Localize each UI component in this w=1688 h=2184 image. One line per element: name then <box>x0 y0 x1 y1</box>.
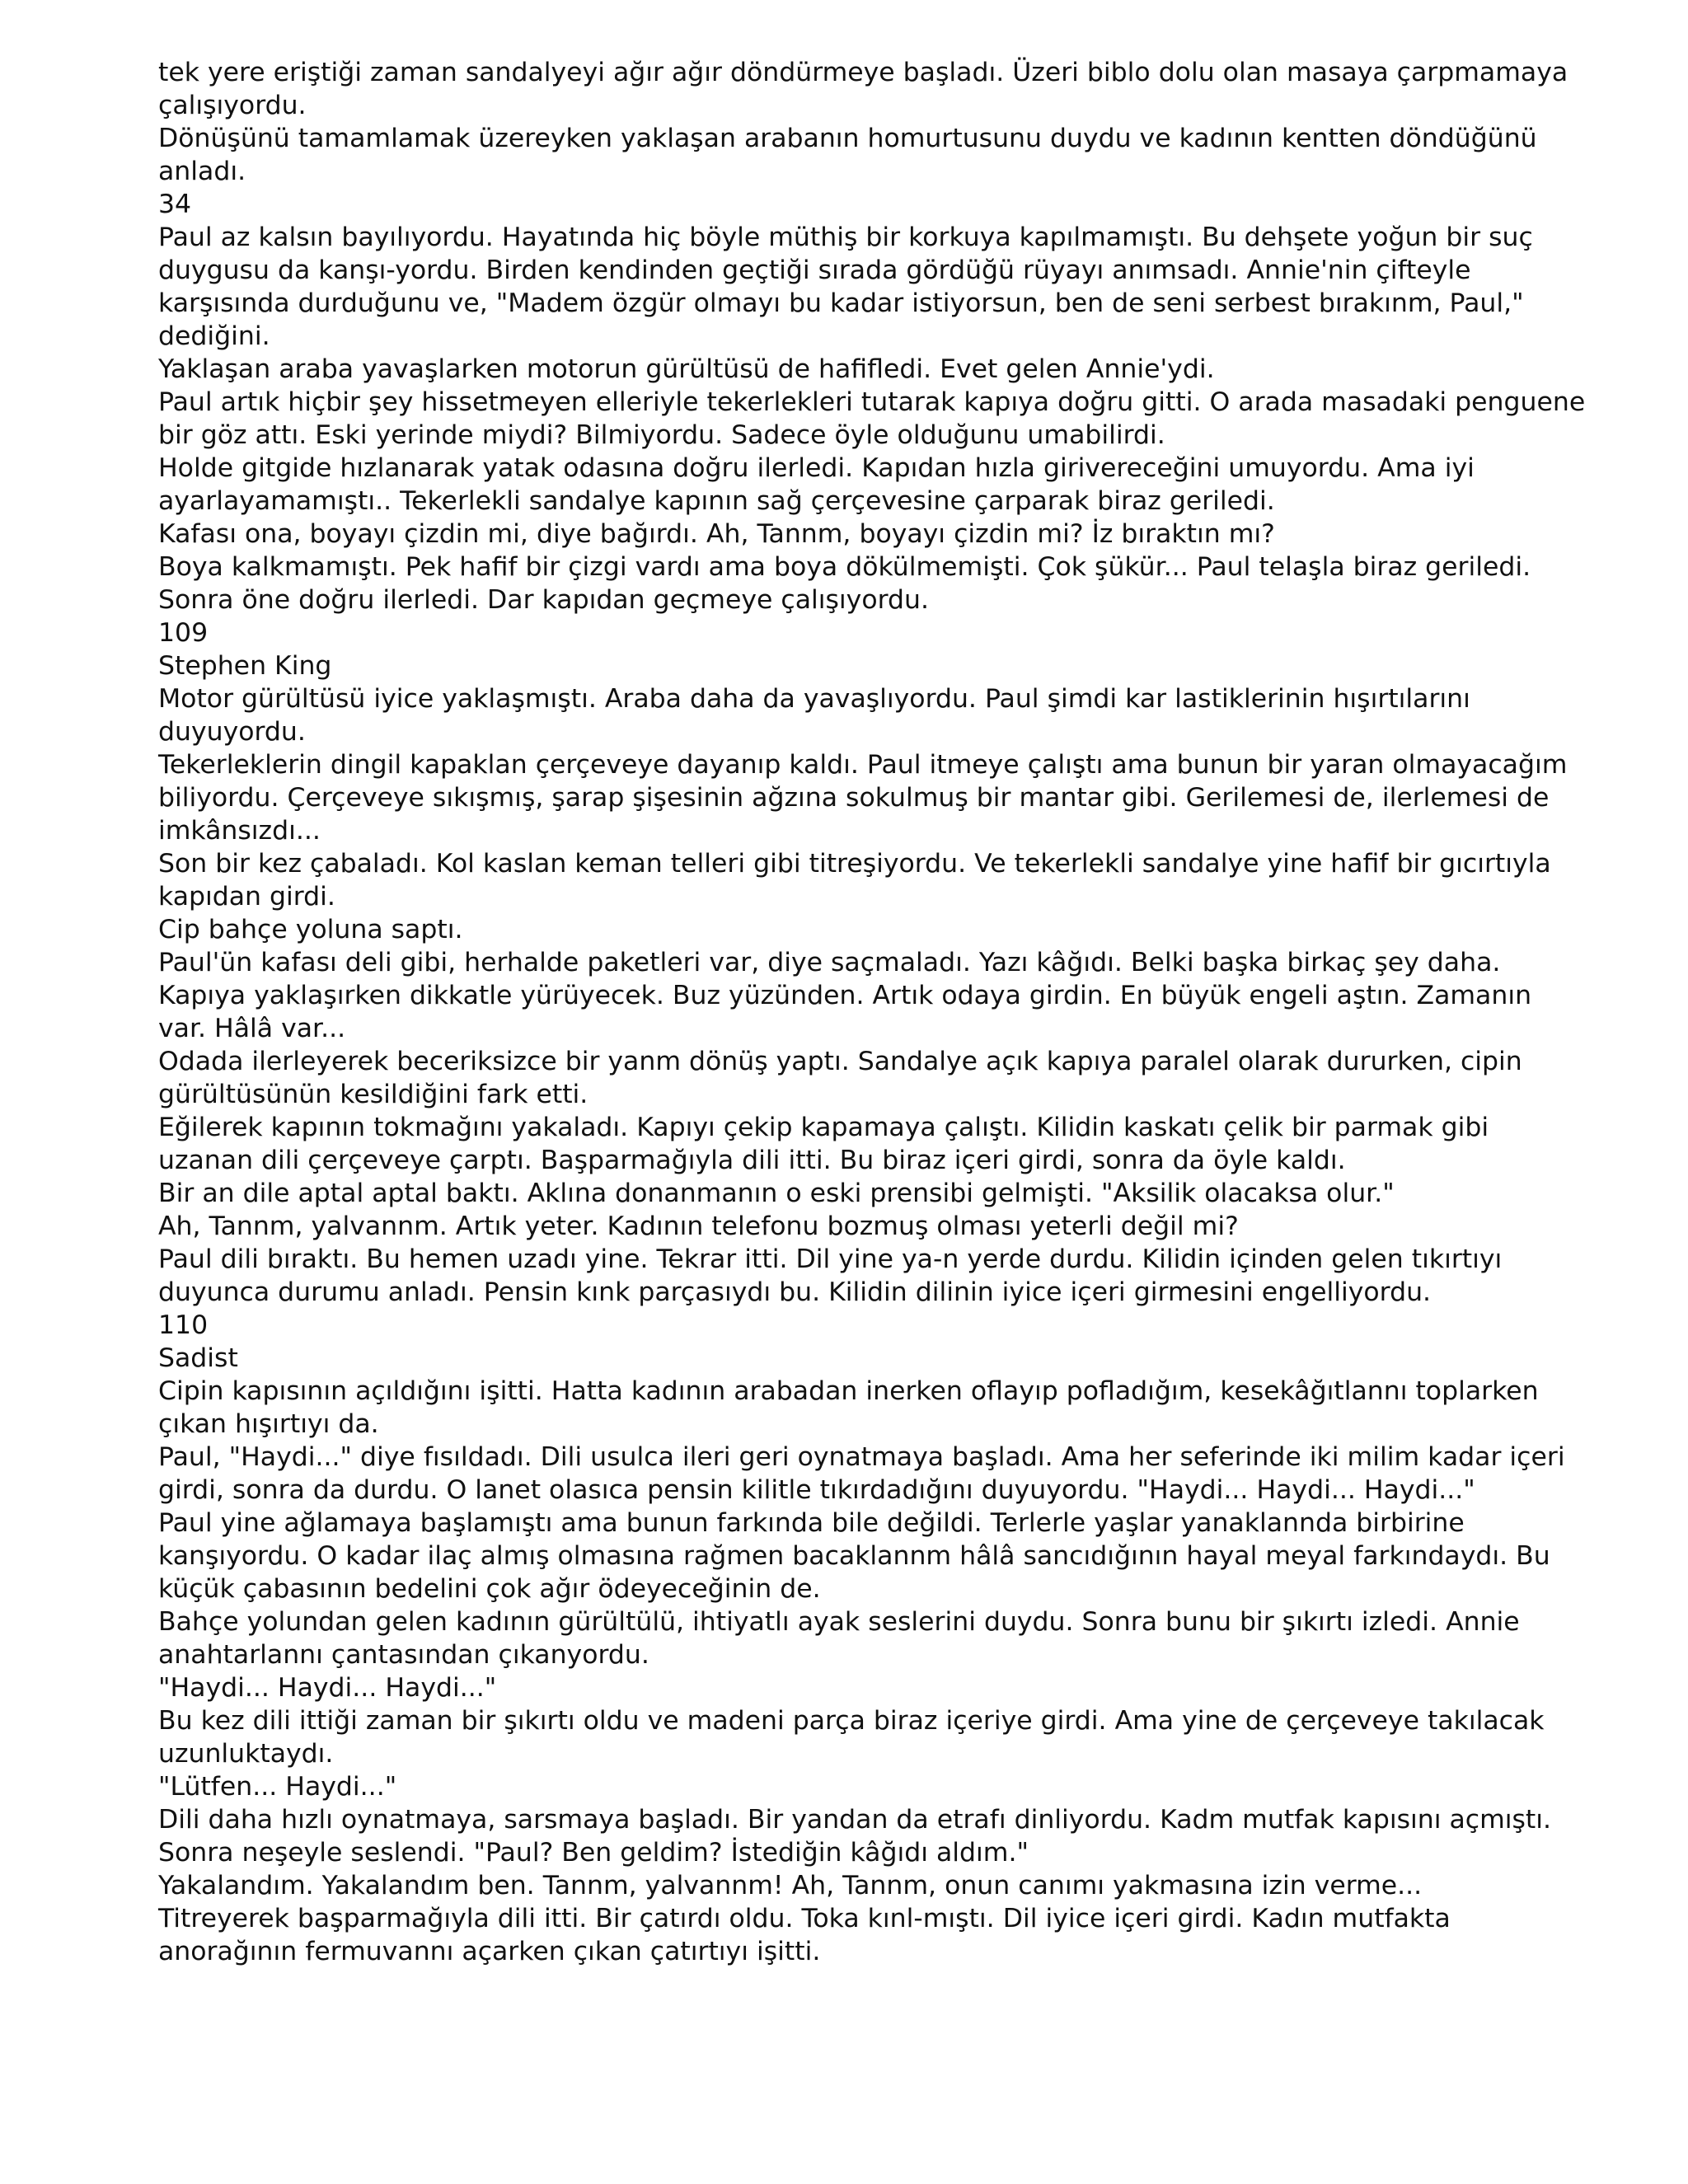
text-line: Holde gitgide hızlanarak yatak odasına doğru ilerledi. Kapıdan hızla girivereceğini umuyordu. Ama iyi <box>158 453 1475 483</box>
text-line: Paul dili bıraktı. Bu hemen uzadı yine. Tekrar itti. Dil yine ya-n yerde durdu. Kilidin içinden gelen tıkırtıyı <box>158 1244 1503 1274</box>
text-line: Paul'ün kafası deli gibi, herhalde paketleri var, diye saçmaladı. Yazı kâğıdı. Belki başka birkaç şey daha. <box>158 948 1501 977</box>
text-line: ayarlayamamıştı.. Tekerlekli sandalye kapının sağ çerçevesine çarparak biraz geriledi. <box>158 486 1275 516</box>
text-line: imkânsızdı... <box>158 816 321 846</box>
text-line: Odada ilerleyerek beceriksizce bir yanm dönüş yaptı. Sandalye açık kapıya paralel olarak dururken, cipin <box>158 1047 1522 1076</box>
text-line: Bu kez dili ittiği zaman bir şıkırtı oldu ve madeni parça biraz içeriye girdi. Ama yine de çerçeveye takılacak <box>158 1706 1545 1736</box>
text-line: bir göz attı. Eski yerinde miydi? Bilmiyordu. Sadece öyle olduğunu umabilirdi. <box>158 420 1165 450</box>
text-line: Paul yine ağlamaya başlamıştı ama bunun farkında bile değildi. Terlerle yaşlar yanaklannda birbirine <box>158 1508 1465 1538</box>
text-line: anahtarlannı çantasından çıkanyordu. <box>158 1640 649 1670</box>
text-line: uzunluktaydı. <box>158 1739 334 1769</box>
text-line: uzanan dili çerçeveye çarptı. Başparmağıyla dili itti. Bu biraz içeri girdi, sonra da öyle kaldı. <box>158 1146 1346 1175</box>
text-line: girdi, sonra da durdu. O lanet olasıca pensin kilitle tıkırdadığını duyuyordu. "Haydi... Haydi... Haydi..." <box>158 1475 1475 1505</box>
text-line: Bir an dile aptal aptal baktı. Aklına donanmanın o eski prensibi gelmişti. "Aksilik olacaksa olur." <box>158 1179 1395 1208</box>
text-line: 34 <box>158 190 192 219</box>
text-line: Stephen King <box>158 651 332 681</box>
text-line: Son bir kez çabaladı. Kol kaslan keman telleri gibi titreşiyordu. Ve tekerlekli sandalye yine hafif bir gıcırtıyla <box>158 849 1551 879</box>
text-line: Ah, Tannm, yalvannm. Artık yeter. Kadının telefonu bozmuş olması yeterli değil mi? <box>158 1212 1239 1241</box>
text-line: Paul, "Haydi..." diye fısıldadı. Dili usulca ileri geri oynatmaya başladı. Ama her seferinde iki milim kadar içeri <box>158 1442 1565 1472</box>
text-line: Yakalandım. Yakalandım ben. Tannm, yalvannm! Ah, Tannm, onun canımı yakmasına izin verme... <box>158 1871 1423 1900</box>
text-line: Cipin kapısının açıldığını işitti. Hatta kadının arabadan inerken oflayıp pofladığım, kesekâğıtlannı toplarken <box>158 1376 1539 1406</box>
text-line: tek yere eriştiği zaman sandalyeyi ağır ağır döndürmeye başladı. Üzeri biblo dolu olan masaya çarpmamaya <box>158 58 1568 87</box>
text-line: kapıdan girdi. <box>158 882 335 912</box>
text-line: Kafası ona, boyayı çizdin mi, diye bağırdı. Ah, Tannm, boyayı çizdin mi? İz bıraktın mı? <box>158 519 1275 549</box>
text-line: var. Hâlâ var... <box>158 1014 346 1043</box>
text-line: Dili daha hızlı oynatmaya, sarsmaya başladı. Bir yandan da etrafı dinliyordu. Kadm mutfak kapısını açmıştı. <box>158 1805 1552 1835</box>
text-line: "Lütfen... Haydi..." <box>158 1772 397 1802</box>
text-line: Paul artık hiçbir şey hissetmeyen elleriyle tekerlekleri tutarak kapıya doğru gitti. O arada masadaki penguene <box>158 387 1586 417</box>
text-line: Bahçe yolundan gelen kadının gürültülü, ihtiyatlı ayak seslerini duydu. Sonra bunu bir şıkırtı izledi. Annie <box>158 1607 1520 1637</box>
text-line: 109 <box>158 618 209 648</box>
text-line: karşısında durduğunu ve, "Madem özgür olmayı bu kadar istiyorsun, ben de seni serbest bırakınm, Paul," <box>158 288 1524 318</box>
text-line: "Haydi... Haydi... Haydi..." <box>158 1673 497 1703</box>
text-line: Sadist <box>158 1343 238 1373</box>
text-line: Dönüşünü tamamlamak üzereyken yaklaşan arabanın homurtusunu duydu ve kadının kentten döndüğünü <box>158 124 1537 153</box>
text-line: anladı. <box>158 157 246 186</box>
text-line: duyunca durumu anladı. Pensin kınk parçasıydı bu. Kilidin dilinin iyice içeri girmesini engelliyordu. <box>158 1277 1432 1307</box>
text-line: çalışıyordu. <box>158 91 307 120</box>
text-line: Sonra neşeyle seslendi. "Paul? Ben geldim? İstediğin kâğıdı aldım." <box>158 1838 1029 1868</box>
document-page <box>158 56 1586 1968</box>
text-line: duygusu da kanşı-yordu. Birden kendinden geçtiği sırada gördüğü rüyayı anımsadı. Annie'nin çifteyle <box>158 255 1471 285</box>
text-line: Titreyerek başparmağıyla dili itti. Bir çatırdı oldu. Toka kınl-mıştı. Dil iyice içeri girdi. Kadın mutfakta <box>158 1904 1451 1933</box>
text-line: biliyordu. Çerçeveye sıkışmış, şarap şişesinin ağzına sokulmuş bir mantar gibi. Gerilemesi de, ilerlemesi de <box>158 783 1550 813</box>
text-line: Motor gürültüsü iyice yaklaşmıştı. Araba daha da yavaşlıyordu. Paul şimdi kar lastiklerinin hışırtılarını <box>158 684 1470 714</box>
text-line: dediğini. <box>158 321 270 351</box>
text-line: 110 <box>158 1310 209 1340</box>
text-line: Eğilerek kapının tokmağını yakaladı. Kapıyı çekip kapamaya çalıştı. Kilidin kaskatı çelik bir parmak gibi <box>158 1113 1489 1142</box>
text-line: küçük çabasının bedelini çok ağır ödeyeceğinin de. <box>158 1574 821 1604</box>
text-line: Paul az kalsın bayılıyordu. Hayatında hiç böyle müthiş bir korkuya kapılmamıştı. Bu dehşete yoğun bir suç <box>158 223 1533 252</box>
text-line: Cip bahçe yoluna saptı. <box>158 915 463 944</box>
text-line: anorağının fermuvannı açarken çıkan çatırtıyı işitti. <box>158 1937 821 1966</box>
text-line: duyuyordu. <box>158 717 306 747</box>
text-line: kanşıyordu. O kadar ilaç almış olmasına rağmen bacaklannm hâlâ sancıdığının hayal meyal farkındaydı. Bu <box>158 1541 1550 1571</box>
text-line: Boya kalkmamıştı. Pek hafif bir çizgi vardı ama boya dökülmemişti. Çok şükür... Paul telaşla biraz geriledi. <box>158 552 1531 582</box>
text-line: gürültüsünün kesildiğini fark etti. <box>158 1080 588 1109</box>
text-line: çıkan hışırtıyı da. <box>158 1409 379 1439</box>
text-line: Tekerleklerin dingil kapaklan çerçeveye dayanıp kaldı. Paul itmeye çalıştı ama bunun bir yaran olmayacağım <box>158 750 1568 780</box>
text-line: Yaklaşan araba yavaşlarken motorun gürültüsü de hafifledi. Evet gelen Annie'ydi. <box>158 354 1215 384</box>
text-line: Kapıya yaklaşırken dikkatle yürüyecek. Buz yüzünden. Artık odaya girdin. En büyük engeli aştın. Zamanın <box>158 981 1532 1010</box>
text-line: Sonra öne doğru ilerledi. Dar kapıdan geçmeye çalışıyordu. <box>158 585 929 615</box>
